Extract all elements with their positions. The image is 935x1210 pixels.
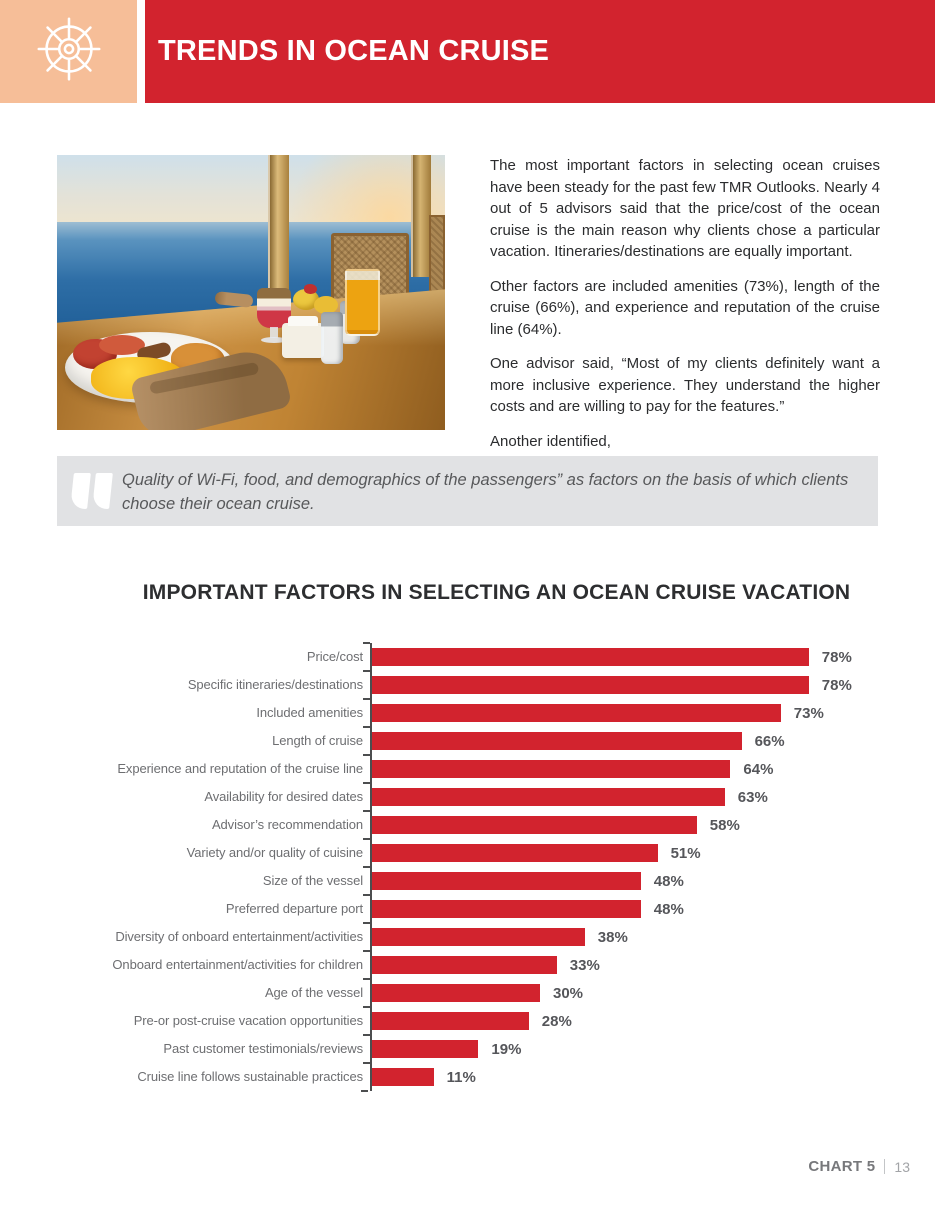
page-title: TRENDS IN OCEAN CRUISE (158, 35, 550, 67)
bar-value-label: 63% (737, 788, 768, 806)
bar-track (370, 755, 773, 783)
intro-section (57, 155, 880, 465)
bar-track (370, 1063, 476, 1091)
cruise-breakfast-photo (57, 155, 445, 430)
photo-napkin-holder (282, 323, 324, 358)
chart-row (0, 1035, 935, 1063)
bar-category-label: Price/cost (306, 649, 363, 664)
bar-chart (0, 643, 935, 1091)
bar-category-label: Preferred departure port (225, 901, 363, 916)
photo-fruit (304, 284, 317, 294)
bar-track (370, 1035, 521, 1063)
bar-track (370, 895, 684, 923)
pull-quote (57, 456, 878, 526)
bar-category-label: Included amenities (256, 705, 363, 720)
bar-category-label: Availability for desired dates (204, 789, 363, 804)
intro-paragraph: One advisor said, “Most of my clients definitely want a more inclusive experience. They understand the higher costs and are willing to pay for the features.” (490, 355, 880, 415)
page-header (0, 0, 935, 103)
chart-row (0, 951, 935, 979)
bar-value-label: 78% (821, 648, 852, 666)
bar (372, 1040, 478, 1058)
bar-value-label: 48% (653, 900, 684, 918)
chart-reference: CHART 5 (808, 1158, 876, 1175)
bar-category-label: Variety and/or quality of cuisine (186, 845, 363, 860)
bar-value-label: 64% (743, 760, 774, 778)
bar-track (370, 979, 583, 1007)
intro-text (490, 155, 880, 465)
bar-category-label: Past customer testimonials/reviews (163, 1041, 363, 1056)
chart-title: IMPORTANT FACTORS IN SELECTING AN OCEAN CRUISE VACATION (142, 581, 851, 604)
bar (372, 816, 697, 834)
bar-category-label: Age of the vessel (264, 985, 363, 1000)
bar-value-label: 28% (541, 1012, 572, 1030)
photo-window-frame (411, 155, 431, 277)
chart-row (0, 923, 935, 951)
bar-value-label: 73% (793, 704, 824, 722)
quote-text: Quality of Wi-Fi, food, and demographics of the passengers” as factors on the basis of which clients choose their ocean cruise. (122, 471, 849, 513)
bar (372, 1068, 434, 1086)
bar-category-label: Experience and reputation of the cruise line (117, 761, 363, 776)
logo-box (0, 0, 137, 103)
bar-track (370, 671, 852, 699)
bar (372, 732, 742, 750)
bar (372, 676, 809, 694)
bar-category-label: Length of cruise (272, 733, 363, 748)
bar-rows (0, 643, 935, 1091)
bar-category-label: Pre-or post-cruise vacation opportunities (133, 1013, 363, 1028)
quote-icon (70, 473, 113, 509)
bar-value-label: 11% (446, 1068, 476, 1086)
bar-value-label: 30% (553, 984, 584, 1002)
bar-track (370, 699, 824, 727)
title-banner (145, 0, 935, 103)
bar-value-label: 19% (491, 1040, 522, 1058)
bar-value-label: 58% (709, 816, 740, 834)
bar (372, 788, 725, 806)
bar-track (370, 923, 628, 951)
bar-value-label: 51% (670, 844, 701, 862)
photo-window-frame (268, 155, 289, 297)
bar-value-label: 66% (754, 732, 785, 750)
photo-chair (429, 215, 445, 301)
chart-row (0, 979, 935, 1007)
bar (372, 704, 781, 722)
photo-parfait (257, 288, 291, 328)
chart-row (0, 1007, 935, 1035)
footer-divider (884, 1159, 885, 1174)
chart-row (0, 671, 935, 699)
bar (372, 956, 557, 974)
chart-row (0, 727, 935, 755)
bar-track (370, 867, 684, 895)
intro-paragraph: Other factors are included amenities (73%), length of the cruise (66%), and experience and reputation of the cruise line (64%). (490, 277, 880, 338)
intro-paragraph: Another identified, (490, 432, 611, 450)
bar-category-label: Cruise line follows sustainable practices (137, 1069, 363, 1084)
bar-track (370, 811, 740, 839)
ship-wheel-icon (30, 10, 108, 93)
bar-track (370, 783, 768, 811)
header-gap (137, 0, 145, 103)
chart-row (0, 1063, 935, 1091)
bar (372, 1012, 529, 1030)
chart-row (0, 643, 935, 671)
chart-row (0, 839, 935, 867)
bar-category-label: Size of the vessel (262, 873, 363, 888)
bar-value-label: 38% (597, 928, 628, 946)
bar-value-label: 78% (821, 676, 852, 694)
bar (372, 760, 730, 778)
bar-value-label: 48% (653, 872, 684, 890)
page-footer (808, 1158, 910, 1175)
chart-row (0, 811, 935, 839)
chart-row (0, 699, 935, 727)
photo-orange-juice (345, 269, 380, 336)
intro-paragraph: The most important factors in selecting ocean cruises have been steady for the past few TMR Outlooks. Nearly 4 out of 5 advisors said that the price/cost of the ocean cruise is the main reason why clients chose a particular vacation. Itineraries/destinations are equally important. (490, 157, 880, 260)
bar (372, 872, 641, 890)
chart-row (0, 867, 935, 895)
bar (372, 844, 658, 862)
photo-shaker (321, 312, 343, 364)
bar-track (370, 839, 701, 867)
bar-category-label: Diversity of onboard entertainment/activities (115, 929, 363, 944)
bar-value-label: 33% (569, 956, 600, 974)
bar-track (370, 643, 852, 671)
bar (372, 928, 585, 946)
bar-category-label: Onboard entertainment/activities for children (112, 957, 363, 972)
bar (372, 900, 641, 918)
bar-category-label: Specific itineraries/destinations (187, 677, 363, 692)
bar (372, 984, 540, 1002)
bar-track (370, 727, 785, 755)
page-number: 13 (894, 1158, 910, 1175)
chart-row (0, 895, 935, 923)
bar-track (370, 951, 600, 979)
bar-category-label: Advisor’s recommendation (211, 817, 363, 832)
chart-row (0, 755, 935, 783)
bar-track (370, 1007, 572, 1035)
bar (372, 648, 809, 666)
chart-row (0, 783, 935, 811)
